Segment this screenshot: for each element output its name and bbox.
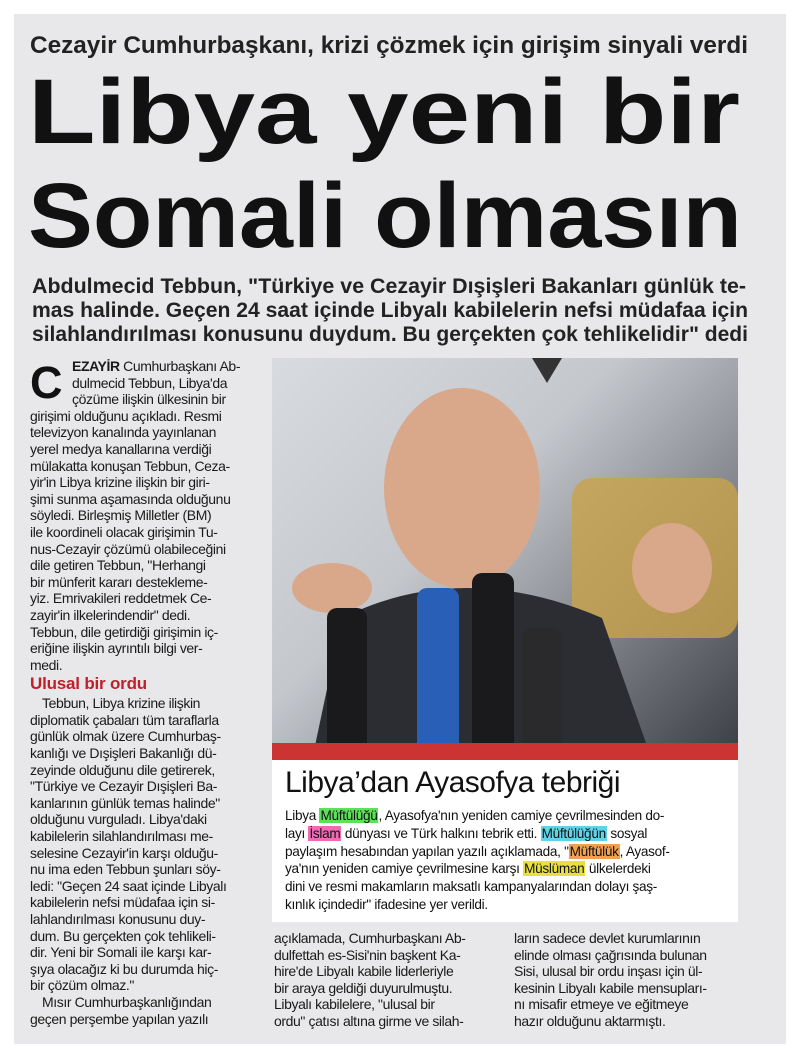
text-line: söyledi. Birleşmiş Milletler (BM) bbox=[30, 507, 212, 524]
text: , Ayasofya'nın yeniden camiye çevrilmesinden do- bbox=[378, 808, 665, 823]
text-line: bir münferit kararı destekleme- bbox=[30, 573, 208, 590]
text-line: çözüme ilişkin ülkesinin bir bbox=[72, 391, 226, 408]
text-line: kabilelerin nefsi müdafaa için si- bbox=[30, 894, 215, 911]
subheading: Ulusal bir ordu bbox=[30, 674, 147, 694]
text-line: bir çözüm olmaz." bbox=[30, 977, 134, 994]
text-line: Tebbun, Libya krizine ilişkin bbox=[42, 695, 201, 712]
text-line: dini ve resmi makamların maksatlı kampanyalarından dolayı şaş- bbox=[285, 879, 658, 895]
deck-line-1: Abdulmecid Tebbun, "Türkiye ve Cezayir Dışişleri Bakanları günlük te- bbox=[32, 275, 746, 298]
text: , Ayasof- bbox=[619, 843, 670, 859]
text-line: Tebbun, dile getirdiği girişimin iç- bbox=[30, 623, 218, 640]
deck-line-3: silahlandırılması konusunu duydum. Bu gerçekten çok tehlikelidir" dedi bbox=[32, 323, 748, 346]
text-line: şıya olacağız ki bu durumda hiç- bbox=[30, 960, 218, 977]
text: layı bbox=[285, 825, 309, 841]
sidebar-box bbox=[272, 760, 738, 922]
text-line: mülakatta konuşan Tebbun, Ceza- bbox=[30, 457, 230, 474]
text-line: açıklamada, Cumhurbaşkanı Ab- bbox=[274, 930, 466, 946]
highlight-pink: İslam bbox=[309, 825, 341, 841]
text-line: kanlığı ve Dışişleri Bakanlığı dü- bbox=[30, 745, 217, 762]
text-line: nı misafir etmeye ve eğitmeye bbox=[514, 996, 689, 1013]
headline-line-2: Somali olmasın bbox=[28, 165, 742, 267]
text-line: elinde olması çağrısında bulunan bbox=[514, 946, 707, 963]
text-line: günlük olmak üzere Cumhurbaş- bbox=[30, 728, 221, 745]
text: Libya bbox=[285, 808, 320, 823]
text-line: lahlandırılması konusunu duy- bbox=[30, 911, 206, 927]
text-line: ile koordineli olacak girişimin Tu- bbox=[30, 523, 218, 540]
text-line: dulfettah es-Sisi'nin başkent Ka- bbox=[274, 946, 461, 963]
sidebar-title: Libya’dan Ayasofya tebriği bbox=[285, 766, 621, 799]
text-line: olduğunu vurguladı. Libya'daki bbox=[30, 811, 207, 828]
text: dünyası ve Türk halkını tebrik etti. bbox=[341, 825, 541, 841]
text-line: dir. Yeni bir Somali ile karşı kar- bbox=[30, 944, 212, 961]
kicker: Cezayir Cumhurbaşkanı, krizi çözmek için girişim sinyali verdi bbox=[30, 32, 748, 59]
text-line: girişimi olduğunu açıkladı. Resmi bbox=[30, 407, 222, 424]
text-line: Cumhurbaşkanı Ab- bbox=[119, 358, 241, 374]
text-line: zeyinde olduğunu dile getirerek, bbox=[30, 761, 215, 778]
text-line: yiz. Emrivakileri reddetmek Ce- bbox=[30, 590, 212, 607]
column-2 bbox=[274, 930, 502, 1030]
text-line: kabilelerin silahlandırılması me- bbox=[30, 828, 213, 845]
text-line: Mısır Cumhurbaşkanlığından bbox=[42, 993, 212, 1010]
highlight-green: Müftülüğü bbox=[320, 808, 378, 823]
column-1 bbox=[30, 358, 264, 1027]
text-line: televizyon kanalında yayınlanan bbox=[30, 424, 217, 441]
header bbox=[0, 0, 800, 360]
text: paylaşım hesabından yapılan yazılı açıklamada, " bbox=[285, 843, 569, 859]
text-line: Sisi, ulusal bir ordu inşası için ül- bbox=[514, 963, 703, 980]
text-line: medi. bbox=[30, 656, 63, 673]
headline-line-1: Libya yeni bir bbox=[28, 61, 740, 163]
text: ülkelerdeki bbox=[585, 861, 651, 877]
text-line: kesinin Libyalı kabile mensupları- bbox=[514, 979, 707, 996]
photo-tebbun-press-conference bbox=[272, 358, 738, 760]
text-line: "Türkiye ve Cezayir Dışişleri Ba- bbox=[30, 778, 218, 795]
deck-line-2: mas halinde. Geçen 24 saat içinde Libyalı kabilelerin nefsi müdafaa için bbox=[32, 299, 748, 322]
text-line: şimi sunma aşamasında olduğunu bbox=[30, 490, 231, 507]
text-line: Libyalı kabilelere, "ulusal bir bbox=[274, 996, 435, 1013]
text-line: kınlık içindedir" ifadesine yer verildi. bbox=[285, 896, 488, 912]
text-line: hire'de Libyalı kabile liderleriyle bbox=[274, 963, 454, 980]
text-line: dile getiren Tebbun, "Herhangi bbox=[30, 557, 206, 574]
text-line: bir araya geldiği duyurulmuştu. bbox=[274, 979, 453, 996]
text-line: ların sadece devlet kurumlarının bbox=[514, 930, 701, 946]
text-line: ledi: "Geçen 24 saat içinde Libyalı bbox=[30, 877, 227, 894]
text-line: eriğine ilişkin ayrıntılı bilgi ver- bbox=[30, 640, 203, 657]
drop-cap: C bbox=[30, 357, 63, 408]
column-3 bbox=[514, 930, 742, 1030]
text-line: ordu" çatısı altına girme ve silah- bbox=[274, 1012, 464, 1029]
highlight-orange: Müftülük bbox=[569, 843, 619, 859]
highlight-cyan: Müftülüğün bbox=[541, 825, 606, 841]
text-line: yir'in Libya krizine ilişkin bir giri- bbox=[30, 474, 210, 491]
text-line: hazır olduğunu aktarmıştı. bbox=[514, 1012, 666, 1029]
text-line: dulmecid Tebbun, Libya'da bbox=[72, 374, 228, 391]
text-line: selesine Cezayir'in karşı olduğu- bbox=[30, 844, 218, 861]
dateline: EZAYİR bbox=[72, 358, 120, 374]
text-line: dum. Bu gerçekten çok tehlikeli- bbox=[30, 927, 216, 944]
photo-illustration bbox=[272, 358, 738, 760]
sidebar-text bbox=[285, 807, 670, 914]
text-line: kanlarının günlük temas halinde" bbox=[30, 794, 220, 811]
text-line: nu ima eden Tebbun şunları söy- bbox=[30, 861, 221, 878]
text-line: nus-Cezayir çözümü olabileceğini bbox=[30, 540, 226, 557]
text-line: yerel medya kanallarına verdiği bbox=[30, 440, 212, 457]
text-line: zayir'in ilkelerindendir" dedi. bbox=[30, 606, 191, 623]
text: sosyal bbox=[606, 825, 648, 841]
text: ya'nın yeniden camiye çevrilmesine karşı bbox=[285, 861, 524, 877]
text-line: geçen perşembe yapılan yazılı bbox=[30, 1010, 209, 1027]
text-line: diplomatik çabaları tüm taraflarla bbox=[30, 711, 219, 728]
highlight-yellow: Müslüman bbox=[524, 861, 585, 877]
